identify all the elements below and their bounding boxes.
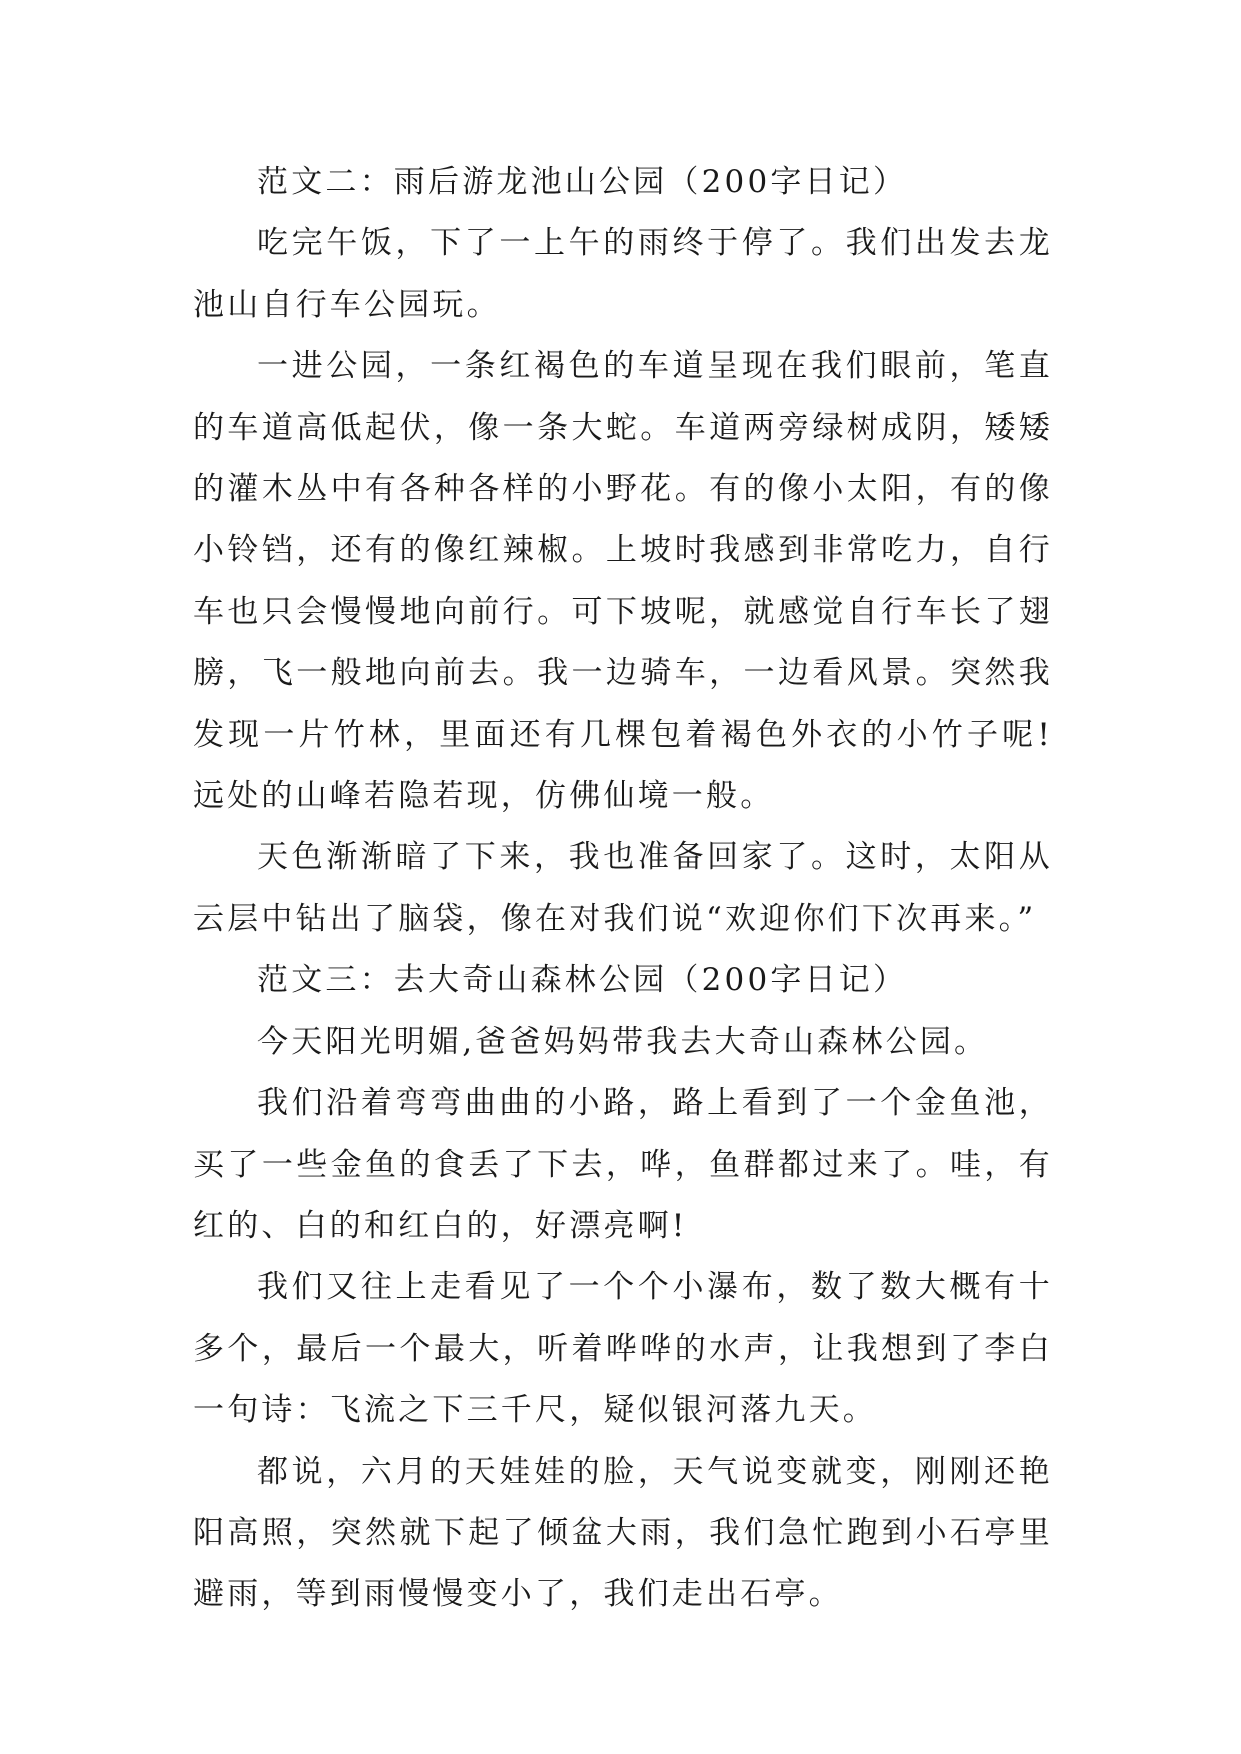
essay-3-paragraph-1: 今天阳光明媚,爸爸妈妈带我去大奇山森林公园。 — [257, 1023, 989, 1060]
essay-2-paragraph-1: 吃完午饭，下了一上午的雨终于停了。我们出发去龙池山自行车公园玩。 — [193, 225, 1053, 323]
essay-3-paragraph-3: 我们又往上走看见了一个个小瀑布，数了数大概有十多个，最后一个最大，听着哗哗的水声，让我想到了李白一句诗：飞流之下三千尺，疑似银河落九天。 — [193, 1269, 1053, 1429]
essay-2-title: 范文二：雨后游龙池山公园（200字日记） — [257, 164, 908, 200]
document-body — [193, 152, 1053, 1626]
essay-2-paragraph-2: 一进公园，一条红褐色的车道呈现在我们眼前，笔直的车道高低起伏，像一条大蛇。车道两旁绿树成阴，矮矮的灌木丛中有各种各样的小野花。有的像小太阳，有的像小铃铛，还有的像红辣椒。上坡时我感到非常吃力，自行车也只会慢慢地向前行。可下坡呢，就感觉自行车长了翅膀，飞一般地向前去。我一边骑车，一边看风景。突然我发现一片竹林，里面还有几棵包着褐色外衣的小竹子呢!远处的山峰若隐若现，仿佛仙境一般。 — [193, 348, 1053, 815]
essay-3-paragraph-4: 都说，六月的天娃娃的脸，天气说变就变，刚刚还艳阳高照，突然就下起了倾盆大雨，我们急忙跑到小石亭里避雨，等到雨慢慢变小了，我们走出石亭。 — [193, 1453, 1053, 1613]
essay-3-paragraph-2: 我们沿着弯弯曲曲的小路，路上看到了一个金鱼池，买了一些金鱼的食丢了下去，哗，鱼群都过来了。哇，有红的、白的和红白的，好漂亮啊! — [193, 1085, 1053, 1244]
essay-2-paragraph-3: 天色渐渐暗了下来，我也准备回家了。这时，太阳从云层中钻出了脑袋，像在对我们说“欢迎你们下次再来。” — [193, 839, 1053, 937]
essay-3-title: 范文三：去大奇山森林公园（200字日记） — [257, 962, 908, 999]
